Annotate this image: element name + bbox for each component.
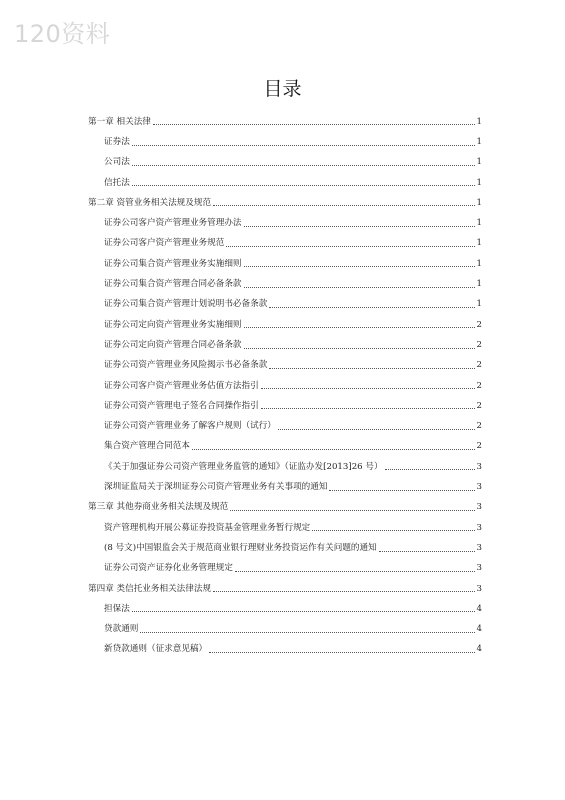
toc-section-entry[interactable] xyxy=(88,268,482,288)
toc-entry-label: 证券公司定向资产管理合同必备条款 xyxy=(104,339,242,350)
toc-entry-label: 资产管理机构开展公募证券投资基金管理业务暂行规定 xyxy=(104,522,311,533)
page-title: 目录 xyxy=(263,78,302,100)
toc-dot-leader xyxy=(261,408,475,409)
toc-dot-leader xyxy=(132,185,475,186)
toc-page-number: 1 xyxy=(476,238,482,249)
toc-entry-label: 证券公司客户资产管理业务估值方法指引 xyxy=(104,380,259,391)
toc-dot-leader xyxy=(230,510,474,511)
toc-page-number: 4 xyxy=(476,624,482,635)
toc-entry-label: 贷款通则 xyxy=(104,624,139,635)
toc-entry-label: 证券公司客户资产管理业务管理办法 xyxy=(104,218,242,229)
toc-page-number: 2 xyxy=(476,360,482,371)
toc-entry-label: 证券公司定向资产管理业务实施细则 xyxy=(104,319,242,330)
toc-entry-label: 第一章 相关法律 xyxy=(88,116,151,127)
toc-dot-leader xyxy=(269,307,474,308)
toc-section-entry[interactable] xyxy=(88,512,482,532)
toc-dot-leader xyxy=(213,205,474,206)
toc-dot-leader xyxy=(385,469,475,470)
toc-page-number: 3 xyxy=(476,482,482,493)
watermark-logo: 120资料 xyxy=(14,20,111,48)
toc-section-entry[interactable] xyxy=(88,553,482,573)
toc-section-entry[interactable] xyxy=(88,350,482,370)
toc-page-number: 2 xyxy=(476,319,482,330)
toc-page-number: 3 xyxy=(476,502,482,513)
toc-entry-label: 证券公司资产管理电子签名合同操作指引 xyxy=(104,400,259,411)
toc-page-number: 1 xyxy=(476,137,482,147)
toc-section-entry[interactable] xyxy=(88,451,482,471)
toc-dot-leader xyxy=(132,165,475,166)
toc-dot-leader xyxy=(226,246,474,247)
toc-chapter-entry[interactable] xyxy=(88,106,482,126)
toc-page-number: 3 xyxy=(476,461,482,472)
toc-page-number: 3 xyxy=(476,563,482,574)
toc-page-number: 2 xyxy=(476,400,482,411)
toc-page-number: 1 xyxy=(476,279,482,290)
toc-entry-label: 集合资产管理合同范本 xyxy=(104,441,190,452)
toc-dot-leader xyxy=(244,287,475,288)
toc-section-entry[interactable] xyxy=(88,167,482,187)
toc-section-entry[interactable] xyxy=(88,593,482,613)
toc-page-number: 2 xyxy=(476,339,482,350)
toc-dot-leader xyxy=(153,124,475,125)
toc-dot-leader xyxy=(235,571,475,572)
toc-page-number: 1 xyxy=(476,299,482,310)
toc-section-entry[interactable] xyxy=(88,329,482,349)
toc-page-number: 1 xyxy=(476,157,482,168)
toc-entry-label: 信托法 xyxy=(104,177,130,188)
toc-entry-label: 证券公司集合资产管理合同必备条款 xyxy=(104,279,242,290)
toc-entry-label: 证券公司集合资产管理计划说明书必备条款 xyxy=(104,299,268,310)
toc-page-number: 1 xyxy=(476,197,482,208)
toc-section-entry[interactable] xyxy=(88,147,482,167)
toc-dot-leader xyxy=(132,145,475,146)
toc-dot-leader xyxy=(244,348,475,349)
toc-dot-leader xyxy=(140,632,474,633)
toc-page-number: 2 xyxy=(476,380,482,391)
toc-entry-label: 第二章 资管业务相关法规及规范 xyxy=(88,197,212,208)
toc-dot-leader xyxy=(379,551,475,552)
toc-chapter-entry[interactable] xyxy=(88,187,482,207)
toc-entry-label: 第三章 其他券商业务相关法规及规范 xyxy=(88,502,229,513)
toc-entry-label: 证券公司集合资产管理业务实施细则 xyxy=(104,258,242,269)
toc-section-entry[interactable] xyxy=(88,634,482,654)
toc-section-entry[interactable] xyxy=(88,228,482,248)
toc-dot-leader xyxy=(269,368,474,369)
toc-dot-leader xyxy=(244,226,475,227)
toc-section-entry[interactable] xyxy=(88,207,482,227)
table-of-contents xyxy=(88,106,482,654)
toc-entry-label: 证券公司资产管理业务了解客户规则（试行） xyxy=(104,421,276,432)
toc-section-entry[interactable] xyxy=(88,431,482,451)
toc-section-entry[interactable] xyxy=(88,126,482,146)
toc-entry-label: 证券公司资产管理业务风险揭示书必备条款 xyxy=(104,360,268,371)
toc-chapter-entry[interactable] xyxy=(88,573,482,593)
toc-page-number: 1 xyxy=(476,177,482,188)
toc-dot-leader xyxy=(132,611,475,612)
toc-section-entry[interactable] xyxy=(88,309,482,329)
toc-section-entry[interactable] xyxy=(88,370,482,390)
toc-page-number: 3 xyxy=(476,542,482,553)
toc-entry-label: 担保法 xyxy=(104,603,130,614)
toc-dot-leader xyxy=(278,429,475,430)
toc-entry-label: 第四章 类信托业务相关法律法规 xyxy=(88,583,212,594)
toc-section-entry[interactable] xyxy=(88,532,482,552)
toc-dot-leader xyxy=(213,591,474,592)
toc-dot-leader xyxy=(244,266,475,267)
toc-entry-label: 证券公司客户资产管理业务规范 xyxy=(104,238,225,249)
toc-entry-label: 证券公司资产证券化业务管理规定 xyxy=(104,563,233,574)
toc-dot-leader xyxy=(244,327,475,328)
toc-entry-label: 新贷款通则（征求意见稿） xyxy=(104,644,208,655)
toc-page-number: 2 xyxy=(476,421,482,432)
toc-entry-label: 证券法 xyxy=(104,137,130,147)
toc-dot-leader xyxy=(312,530,474,531)
toc-section-entry[interactable] xyxy=(88,471,482,491)
toc-page-number: 4 xyxy=(476,603,482,614)
toc-page-number: 3 xyxy=(476,583,482,594)
toc-chapter-entry[interactable] xyxy=(88,492,482,512)
toc-entry-label: 深圳证监局关于深圳证券公司资产管理业务有关事项的通知 xyxy=(104,482,328,493)
toc-page-number: 1 xyxy=(476,116,482,127)
toc-page-number: 2 xyxy=(476,441,482,452)
toc-section-entry[interactable] xyxy=(88,410,482,430)
toc-entry-label: 公司法 xyxy=(104,157,130,168)
toc-dot-leader xyxy=(329,490,474,491)
toc-entry-label: (8 号文)中国银监会关于规范商业银行理财业务投资运作有关问题的通知 xyxy=(104,542,377,553)
toc-dot-leader xyxy=(261,388,475,389)
toc-section-entry[interactable] xyxy=(88,390,482,410)
toc-page-number: 4 xyxy=(476,644,482,655)
toc-dot-leader xyxy=(209,652,474,653)
toc-page-number: 1 xyxy=(476,218,482,229)
toc-section-entry[interactable] xyxy=(88,613,482,633)
toc-section-entry[interactable] xyxy=(88,248,482,268)
toc-entry-label: 《关于加强证券公司资产管理业务监管的通知》（证监办发[2013]26 号） xyxy=(104,461,383,472)
toc-section-entry[interactable] xyxy=(88,289,482,309)
toc-dot-leader xyxy=(192,449,475,450)
toc-page-number: 3 xyxy=(476,522,482,533)
toc-page-number: 1 xyxy=(476,258,482,269)
